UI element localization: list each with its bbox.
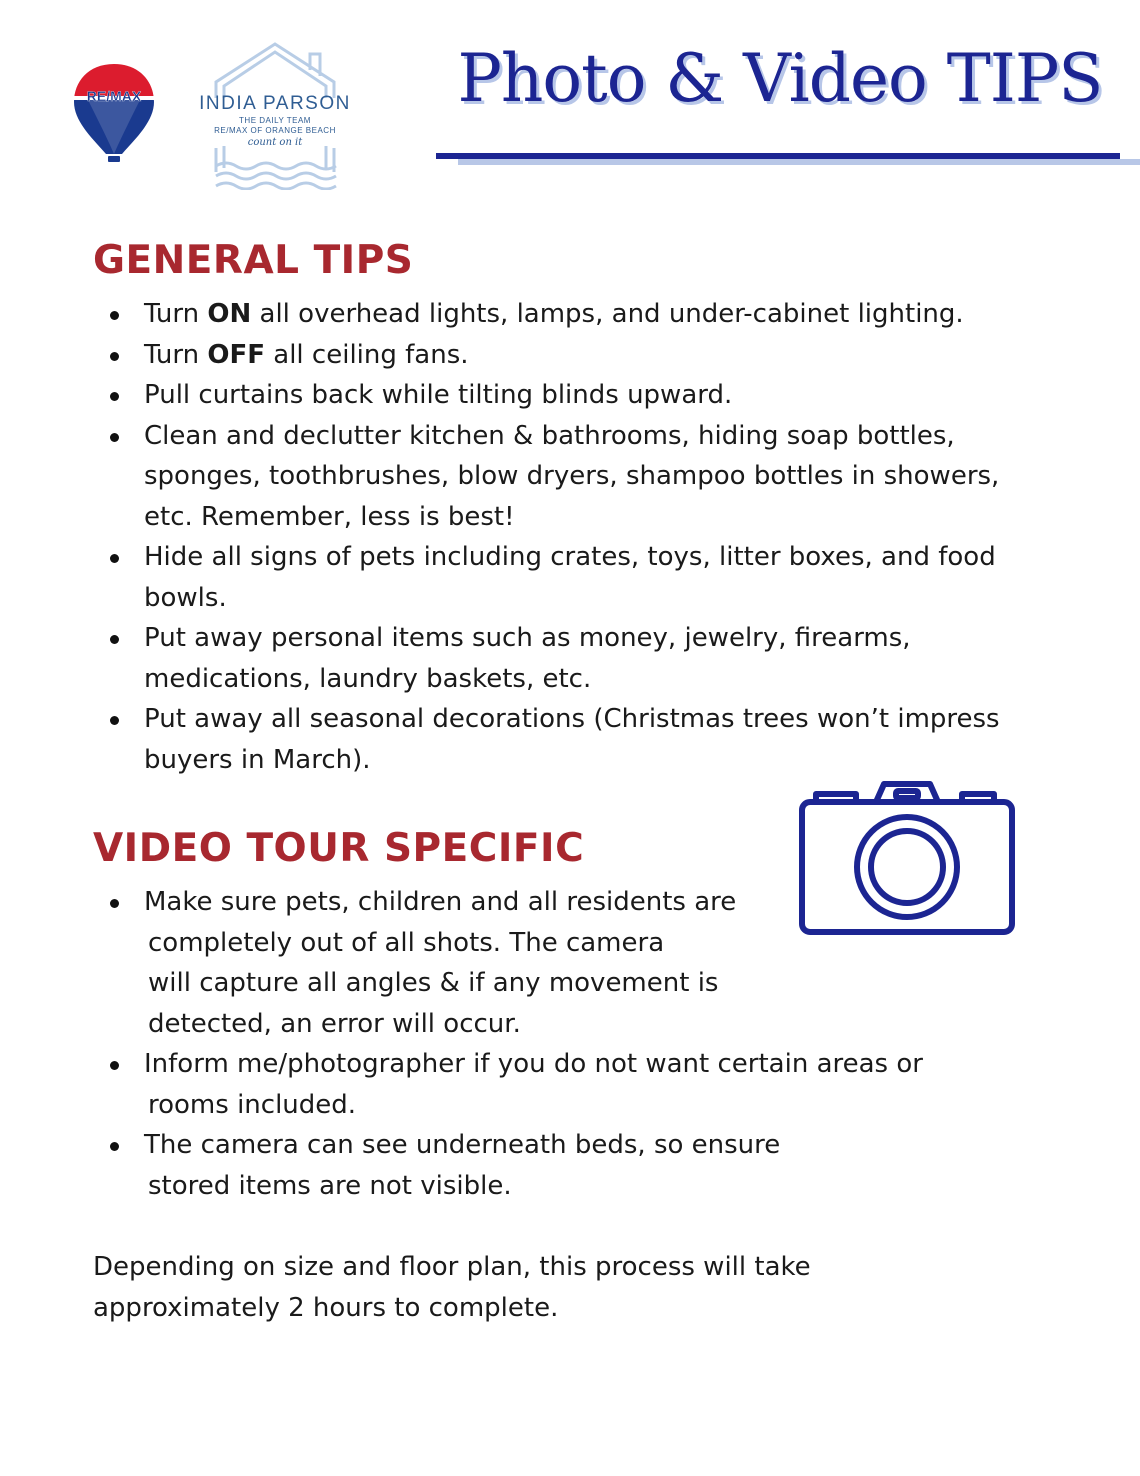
brand-slogan: count on it: [247, 137, 303, 148]
list-item: Inform me/photographer if you do not want certain areas or rooms included.: [93, 1044, 993, 1125]
list-item: Pull curtains back while tilting blinds upward.: [93, 375, 1053, 416]
brand-name: INDIA PARSON: [199, 93, 351, 114]
general-tips-heading: GENERAL TIPS: [93, 238, 414, 283]
page-title: Photo & Video TIPS: [457, 40, 1103, 117]
brand-logo: [180, 40, 370, 190]
list-item: The camera can see underneath beds, so ensure stored items are not visible.: [93, 1125, 993, 1206]
list-item: Hide all signs of pets including crates, toys, litter boxes, and food bowls.: [93, 537, 1029, 618]
list-item: Put away all seasonal decorations (Christmas trees won’t impress buyers in March).: [93, 699, 1029, 780]
list-item: Make sure pets, children and all residents are completely out of all shots. The camera will capture all angles & if any movement is detected, an error will occur.: [93, 882, 993, 1044]
closing-note: Depending on size and floor plan, this process will take approximately 2 hours to complete.: [93, 1252, 811, 1323]
video-tips-list: [93, 882, 993, 1206]
remax-balloon-logo: [68, 60, 160, 170]
general-tips-list: [93, 294, 1053, 780]
list-item: Turn OFF all ceiling fans.: [93, 335, 1053, 376]
brand-team: THE DAILY TEAM: [239, 116, 311, 125]
brand-office: RE/MAX OF ORANGE BEACH: [214, 126, 336, 135]
title-underline: [436, 153, 1120, 159]
title-underline-shadow: [458, 159, 1140, 165]
video-tour-heading: VIDEO TOUR SPECIFIC: [93, 826, 585, 871]
list-item: Put away personal items such as money, jewelry, firearms, medications, laundry baskets, etc.: [93, 618, 944, 699]
list-item: Turn ON all overhead lights, lamps, and under-cabinet lighting.: [93, 294, 1053, 335]
remax-logo-text: RE/MAX: [86, 88, 142, 104]
list-item: Clean and declutter kitchen & bathrooms, hiding soap bottles, sponges, toothbrushes, blow dryers, shampoo bottles in showers, etc. Remember, less is best!: [93, 416, 1029, 538]
